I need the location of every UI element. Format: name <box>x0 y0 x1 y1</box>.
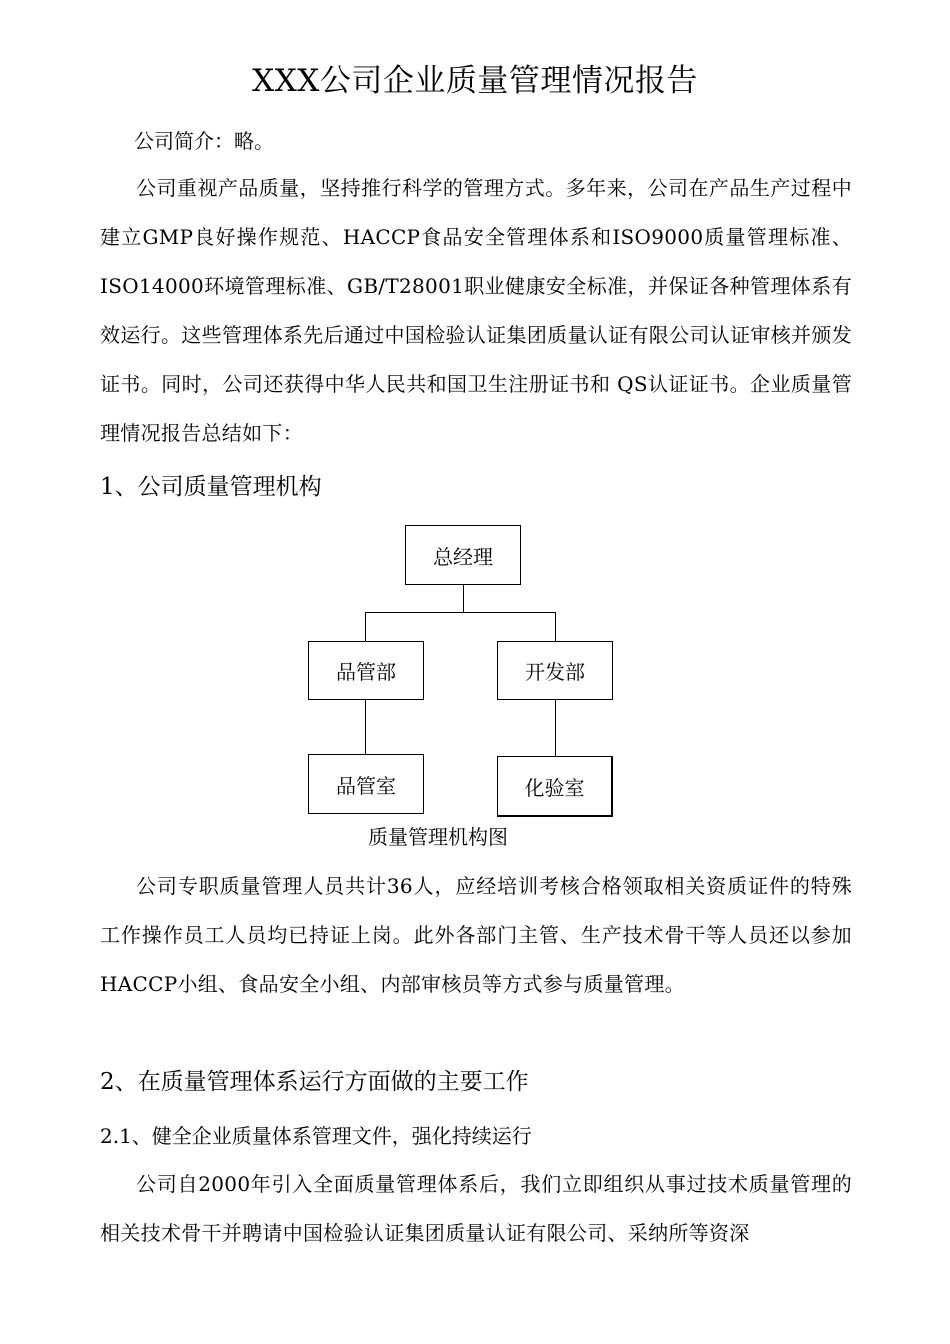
org-box-label: 开发部 <box>525 660 585 684</box>
org-box-quality-office <box>308 754 424 814</box>
paragraph-quality-system: 公司自2000年引入全面质量管理体系后，我们立即组织从事过技术质量管理的相关技术骨干并聘请中国检验认证集团质量认证有限公司、采纳所等资深 <box>100 1172 852 1245</box>
section-1-heading: 1、公司质量管理机构 <box>100 474 322 500</box>
org-box-quality-dept <box>308 641 424 700</box>
connector-line <box>365 612 366 642</box>
section-2-heading: 2、在质量管理体系运行方面做的主要工作 <box>100 1069 529 1095</box>
intro-text: 公司简介：略。 <box>134 129 274 153</box>
connector-line <box>365 700 366 754</box>
org-box-development-dept <box>497 641 613 700</box>
connector-line <box>365 612 556 613</box>
connector-line <box>555 612 556 642</box>
subsection-2-1-heading: 2.1、健全企业质量体系管理文件，强化持续运行 <box>100 1124 532 1148</box>
connector-line <box>555 700 556 756</box>
document-title: XXX公司企业质量管理情况报告 <box>252 63 698 99</box>
org-box-general-manager <box>405 525 521 585</box>
connector-line <box>463 585 464 613</box>
paragraph-staff: 公司专职质量管理人员共计36人，应经培训考核合格领取相关资质证件的特殊工作操作员工人员均已持证上岗。此外各部门主管、生产技术骨干等人员还以参加HACCP小组、食品安全小组、内部审核员等方式参与质量管理。 <box>100 874 852 996</box>
org-box-label: 品管部 <box>336 660 396 684</box>
org-box-lab <box>497 756 613 817</box>
org-box-label: 总经理 <box>433 544 493 569</box>
paragraph-overview: 公司重视产品质量，坚持推行科学的管理方式。多年来，公司在产品生产过程中建立GMP良好操作规范、HACCP食品安全管理体系和ISO9000质量管理标准、ISO14000环境管理标准、GB/T28001职业健康安全标准，并保证各种管理体系有效运行。这些管理体系先后通过中国检验认证集团质量认证有限公司认证审核并颁发证书。同时，公司还获得中华人民共和国卫生注册证书和 QS认证证书。企业质量管理情况报告总结如下： <box>100 176 852 445</box>
org-box-label: 化验室 <box>524 775 585 800</box>
org-chart-caption: 质量管理机构图 <box>368 825 508 849</box>
org-box-label: 品管室 <box>336 773 396 798</box>
